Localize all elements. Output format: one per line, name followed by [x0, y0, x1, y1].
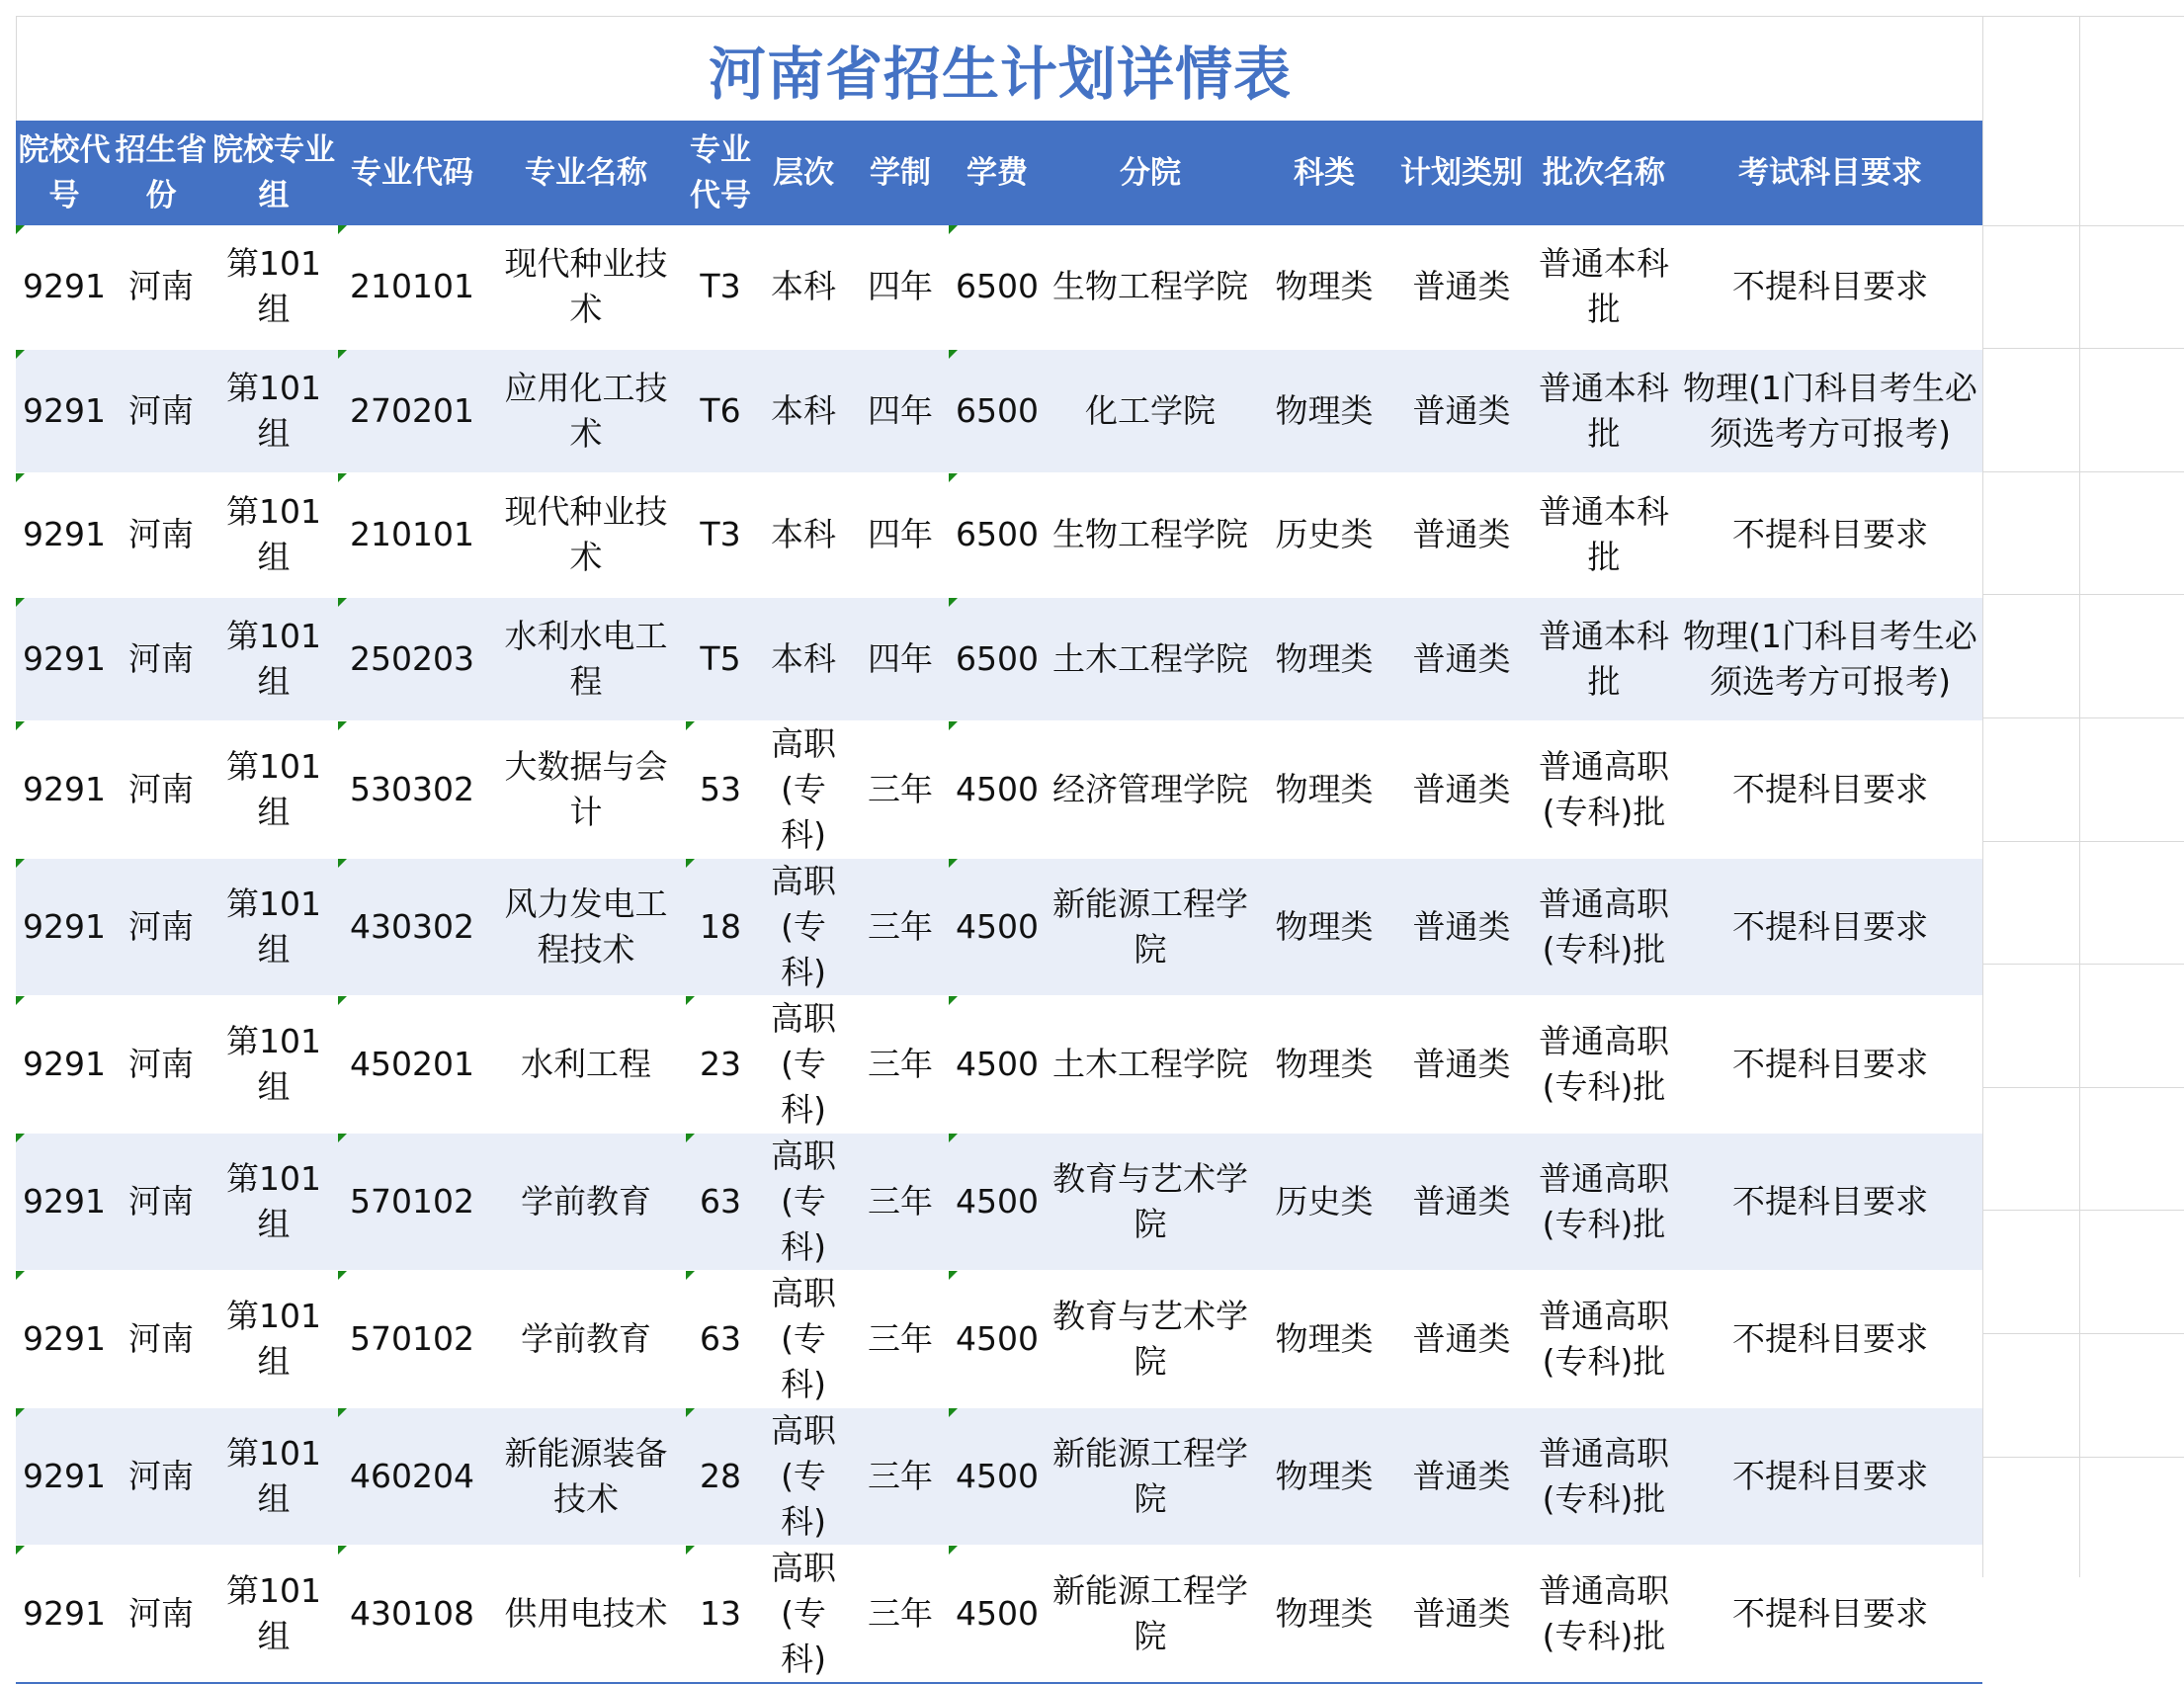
table-cell[interactable]: 新能源工程学院 [1046, 859, 1255, 996]
table-cell[interactable]: 高职(专科) [755, 1134, 852, 1271]
table-cell[interactable]: 供用电技术 [486, 1546, 686, 1684]
table-cell[interactable]: 高职(专科) [755, 996, 852, 1134]
column-header[interactable]: 计划类别 [1393, 121, 1530, 225]
table-cell[interactable]: 28 [686, 1408, 755, 1546]
table-cell[interactable]: 普通类 [1393, 859, 1530, 996]
column-header[interactable]: 科类 [1255, 121, 1393, 225]
gridline [2079, 16, 2080, 1577]
table-cell[interactable]: 河南 [113, 1271, 210, 1408]
table-cell[interactable]: 63 [686, 1271, 755, 1408]
table-cell[interactable]: 普通本科批 [1530, 473, 1678, 598]
table-cell[interactable]: 本科 [755, 597, 852, 721]
table-cell[interactable]: 三年 [852, 996, 949, 1134]
table-cell[interactable]: 9291 [16, 597, 113, 721]
table-cell[interactable]: 普通高职(专科)批 [1530, 859, 1678, 996]
table-cell[interactable]: 三年 [852, 1271, 949, 1408]
table-cell[interactable]: 第101组 [210, 996, 338, 1134]
table-cell[interactable]: 460204 [338, 1408, 486, 1546]
table-cell[interactable]: 新能源装备技术 [486, 1408, 686, 1546]
table-cell[interactable]: 物理类 [1255, 349, 1393, 473]
table-cell[interactable]: 第101组 [210, 473, 338, 598]
table-cell[interactable]: 四年 [852, 473, 949, 598]
table-cell[interactable]: 高职(专科) [755, 721, 852, 859]
table-cell[interactable]: 第101组 [210, 1271, 338, 1408]
table-cell[interactable]: 河南 [113, 473, 210, 598]
gridline [1982, 964, 2184, 965]
table-cell[interactable]: 6500 [949, 473, 1046, 598]
table-cell[interactable]: 270201 [338, 349, 486, 473]
table-cell[interactable]: 教育与艺术学院 [1046, 1134, 1255, 1271]
table-cell[interactable]: 6500 [949, 349, 1046, 473]
table-cell[interactable]: 不提科目要求 [1678, 473, 1982, 598]
table-cell[interactable]: 430108 [338, 1546, 486, 1684]
table-cell[interactable]: 不提科目要求 [1678, 225, 1982, 349]
table-cell[interactable]: 4500 [949, 859, 1046, 996]
table-cell[interactable]: 学前教育 [486, 1271, 686, 1408]
table-cell[interactable]: 普通本科批 [1530, 597, 1678, 721]
table-cell[interactable]: 河南 [113, 996, 210, 1134]
table-cell[interactable]: 9291 [16, 859, 113, 996]
table-row [16, 1134, 1982, 1271]
column-header[interactable]: 专业代号 [686, 121, 755, 225]
table-cell[interactable]: 河南 [113, 1546, 210, 1684]
table-cell[interactable]: 普通类 [1393, 225, 1530, 349]
table-cell[interactable]: 13 [686, 1546, 755, 1684]
table-cell[interactable]: 不提科目要求 [1678, 1134, 1982, 1271]
table-cell[interactable]: 河南 [113, 1408, 210, 1546]
table-cell[interactable]: 三年 [852, 721, 949, 859]
table-cell[interactable]: 本科 [755, 349, 852, 473]
table-cell[interactable]: 普通高职(专科)批 [1530, 996, 1678, 1134]
column-header[interactable]: 学制 [852, 121, 949, 225]
table-cell[interactable]: 不提科目要求 [1678, 1546, 1982, 1684]
table-row [16, 721, 1982, 859]
table-cell[interactable]: 水利工程 [486, 996, 686, 1134]
table-row [16, 473, 1982, 598]
column-header[interactable]: 专业代码 [338, 121, 486, 225]
table-cell[interactable]: 普通类 [1393, 1408, 1530, 1546]
gridline [1982, 1210, 2184, 1211]
table-cell[interactable]: 不提科目要求 [1678, 1271, 1982, 1408]
table-cell[interactable]: 250203 [338, 597, 486, 721]
table-cell[interactable]: 河南 [113, 1134, 210, 1271]
table-cell[interactable]: 4500 [949, 721, 1046, 859]
table-row [16, 859, 1982, 996]
table-cell[interactable]: 4500 [949, 996, 1046, 1134]
gridline [1982, 348, 2184, 349]
table-cell[interactable]: 第101组 [210, 349, 338, 473]
table-cell[interactable]: 物理类 [1255, 1271, 1393, 1408]
table-cell[interactable]: 三年 [852, 1546, 949, 1684]
table-cell[interactable]: 4500 [949, 1134, 1046, 1271]
table-cell[interactable]: 经济管理学院 [1046, 721, 1255, 859]
table-cell[interactable]: 普通类 [1393, 597, 1530, 721]
table-cell[interactable]: 四年 [852, 225, 949, 349]
table-cell[interactable]: 6500 [949, 225, 1046, 349]
table-cell[interactable]: 物理类 [1255, 1408, 1393, 1546]
column-header[interactable]: 层次 [755, 121, 852, 225]
table-cell[interactable]: 9291 [16, 1546, 113, 1684]
table-cell[interactable]: 现代种业技术 [486, 225, 686, 349]
table-cell[interactable]: 第101组 [210, 1546, 338, 1684]
table-cell[interactable]: 第101组 [210, 1134, 338, 1271]
column-header[interactable]: 院校专业组 [210, 121, 338, 225]
gridline [1982, 594, 2184, 595]
sheet-title[interactable]: 河南省招生计划详情表 [16, 16, 1983, 122]
table-row [16, 349, 1982, 473]
table-row [16, 597, 1982, 721]
cell-clip [1682, 359, 1978, 463]
gridline [1982, 717, 2184, 718]
table-cell[interactable]: 6500 [949, 597, 1046, 721]
table-cell[interactable]: 历史类 [1255, 473, 1393, 598]
table-cell[interactable]: 化工学院 [1046, 349, 1255, 473]
table-cell[interactable]: 210101 [338, 473, 486, 598]
table-cell[interactable]: 4500 [949, 1546, 1046, 1684]
table-cell[interactable]: 普通高职(专科)批 [1530, 1546, 1678, 1684]
gridline [1982, 1333, 2184, 1334]
table-cell[interactable]: 9291 [16, 1271, 113, 1408]
table-cell[interactable]: 新能源工程学院 [1046, 1408, 1255, 1546]
table-cell[interactable]: 高职(专科) [755, 1408, 852, 1546]
table-cell[interactable]: 普通高职(专科)批 [1530, 1134, 1678, 1271]
table-row [16, 996, 1982, 1134]
column-header[interactable]: 招生省份 [113, 121, 210, 225]
enrollment-plan-table [16, 121, 1982, 1684]
gridline [1982, 1087, 2184, 1088]
table-cell[interactable]: 53 [686, 721, 755, 859]
table-cell[interactable]: 普通类 [1393, 473, 1530, 598]
table-cell[interactable]: 物理类 [1255, 996, 1393, 1134]
gridline [1982, 841, 2184, 842]
table-cell[interactable]: 生物工程学院 [1046, 473, 1255, 598]
table-cell[interactable]: 物理类 [1255, 597, 1393, 721]
table-cell[interactable]: 高职(专科) [755, 1271, 852, 1408]
table-cell[interactable]: 普通高职(专科)批 [1530, 1408, 1678, 1546]
table-cell[interactable]: 普通类 [1393, 721, 1530, 859]
table-cell[interactable]: 普通类 [1393, 349, 1530, 473]
cell-text: 物理(1门科目考生必须选考方可报考) [1683, 368, 1977, 453]
table-cell[interactable]: 历史类 [1255, 1134, 1393, 1271]
table-cell[interactable]: 水利水电工程 [486, 597, 686, 721]
table-cell[interactable]: 风力发电工程技术 [486, 859, 686, 996]
table-cell[interactable]: 河南 [113, 349, 210, 473]
table-cell[interactable]: 不提科目要求 [1678, 859, 1982, 996]
table-cell[interactable]: 第101组 [210, 721, 338, 859]
table-cell[interactable]: 生物工程学院 [1046, 225, 1255, 349]
table-row [16, 1408, 1982, 1546]
table-cell[interactable]: 4500 [949, 1271, 1046, 1408]
table-cell[interactable]: 不提科目要求 [1678, 996, 1982, 1134]
table-cell[interactable]: 430302 [338, 859, 486, 996]
table-cell[interactable]: 18 [686, 859, 755, 996]
column-header[interactable]: 学费 [949, 121, 1046, 225]
table-cell[interactable]: 普通类 [1393, 1546, 1530, 1684]
gridline [1982, 16, 1983, 1577]
table-cell[interactable]: 物理类 [1255, 1546, 1393, 1684]
table-cell[interactable]: 河南 [113, 225, 210, 349]
table-cell[interactable]: T3 [686, 473, 755, 598]
table-cell[interactable] [1678, 597, 1982, 721]
table-cell[interactable]: 四年 [852, 597, 949, 721]
table-cell[interactable]: 第101组 [210, 597, 338, 721]
table-cell[interactable]: 63 [686, 1134, 755, 1271]
cell-text: 物理(1门科目考生必须选考方可报考) [1683, 617, 1977, 702]
cell-clip [1682, 607, 1978, 712]
table-cell[interactable]: 9291 [16, 225, 113, 349]
table-cell[interactable]: 不提科目要求 [1678, 1408, 1982, 1546]
table-cell[interactable]: T3 [686, 225, 755, 349]
table-cell[interactable]: T6 [686, 349, 755, 473]
table-cell[interactable]: 第101组 [210, 225, 338, 349]
column-header[interactable]: 专业名称 [486, 121, 686, 225]
table-cell[interactable]: 第101组 [210, 859, 338, 996]
gridline [1982, 471, 2184, 472]
table-cell[interactable]: 普通类 [1393, 996, 1530, 1134]
header-row [16, 121, 1982, 225]
gridline [1982, 1457, 2184, 1458]
table-cell[interactable]: 本科 [755, 225, 852, 349]
table-cell[interactable]: 三年 [852, 1408, 949, 1546]
table-cell[interactable]: 学前教育 [486, 1134, 686, 1271]
table-cell[interactable]: 应用化工技术 [486, 349, 686, 473]
table-cell[interactable]: 物理类 [1255, 225, 1393, 349]
table-cell[interactable]: 本科 [755, 473, 852, 598]
table-cell[interactable]: 不提科目要求 [1678, 721, 1982, 859]
column-header[interactable]: 院校代号 [16, 121, 113, 225]
table-cell[interactable]: 河南 [113, 597, 210, 721]
table-cell[interactable]: T5 [686, 597, 755, 721]
table-cell[interactable]: 9291 [16, 721, 113, 859]
table-cell[interactable]: 普通高职(专科)批 [1530, 721, 1678, 859]
column-header[interactable]: 批次名称 [1530, 121, 1678, 225]
table-cell[interactable]: 土木工程学院 [1046, 597, 1255, 721]
table-row [16, 1546, 1982, 1684]
table-cell[interactable]: 9291 [16, 349, 113, 473]
table-cell[interactable]: 450201 [338, 996, 486, 1134]
table-cell[interactable]: 普通本科批 [1530, 225, 1678, 349]
table-body [16, 225, 1982, 1683]
table-row [16, 1271, 1982, 1408]
table-row [16, 225, 1982, 349]
table-cell[interactable]: 570102 [338, 1134, 486, 1271]
table-cell[interactable]: 物理类 [1255, 721, 1393, 859]
table-cell[interactable]: 河南 [113, 721, 210, 859]
table-cell[interactable]: 三年 [852, 859, 949, 996]
table-cell[interactable]: 9291 [16, 473, 113, 598]
table-cell[interactable]: 第101组 [210, 1408, 338, 1546]
gridline [1982, 16, 2184, 17]
table-cell[interactable]: 河南 [113, 859, 210, 996]
table-cell[interactable]: 普通类 [1393, 1134, 1530, 1271]
table-cell[interactable]: 高职(专科) [755, 1546, 852, 1684]
table-cell[interactable]: 高职(专科) [755, 859, 852, 996]
table-cell[interactable]: 现代种业技术 [486, 473, 686, 598]
table-cell[interactable]: 土木工程学院 [1046, 996, 1255, 1134]
table-cell[interactable]: 9291 [16, 1134, 113, 1271]
table-cell[interactable]: 普通高职(专科)批 [1530, 1271, 1678, 1408]
table-cell[interactable]: 9291 [16, 1408, 113, 1546]
table-cell[interactable]: 四年 [852, 349, 949, 473]
table-cell[interactable]: 大数据与会计 [486, 721, 686, 859]
table-cell[interactable]: 23 [686, 996, 755, 1134]
table-cell[interactable]: 三年 [852, 1134, 949, 1271]
table-cell[interactable] [1678, 349, 1982, 473]
table-cell[interactable]: 4500 [949, 1408, 1046, 1546]
column-header[interactable]: 考试科目要求 [1678, 121, 1982, 225]
gridline [1982, 225, 2184, 226]
table-cell[interactable]: 物理类 [1255, 859, 1393, 996]
table-cell[interactable]: 普通本科批 [1530, 349, 1678, 473]
table-cell[interactable]: 教育与艺术学院 [1046, 1271, 1255, 1408]
column-header[interactable]: 分院 [1046, 121, 1255, 225]
table-cell[interactable]: 210101 [338, 225, 486, 349]
table-cell[interactable]: 9291 [16, 996, 113, 1134]
table-cell[interactable]: 570102 [338, 1271, 486, 1408]
table-cell[interactable]: 530302 [338, 721, 486, 859]
table-cell[interactable]: 普通类 [1393, 1271, 1530, 1408]
table-cell[interactable]: 新能源工程学院 [1046, 1546, 1255, 1684]
